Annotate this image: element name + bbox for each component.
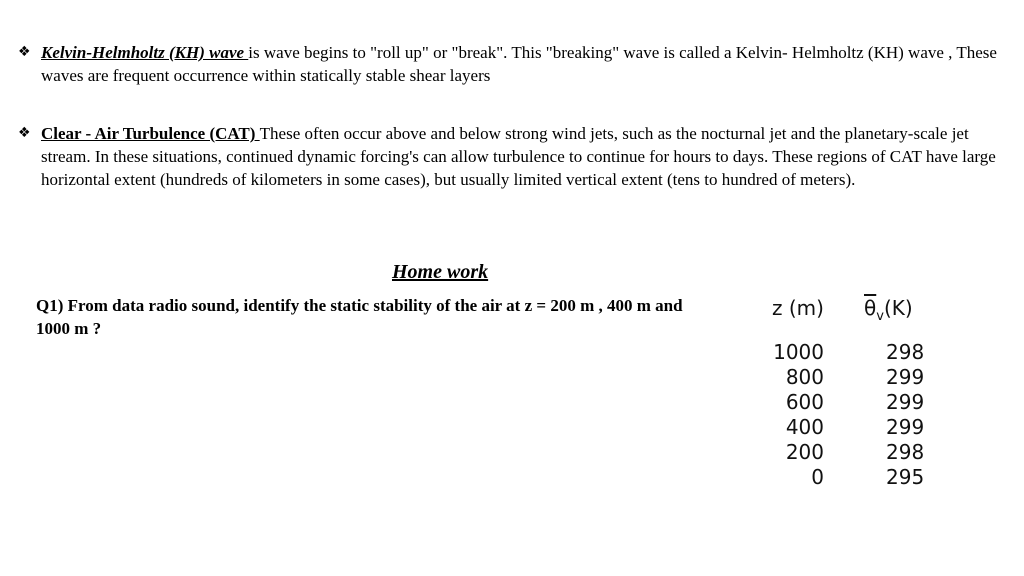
kh-title: Kelvin-Helmholtz (KH) wave <box>41 43 249 62</box>
theta-cell: 298 <box>886 340 925 364</box>
header-theta <box>864 296 913 324</box>
table-row <box>760 340 940 365</box>
table-row <box>760 440 940 465</box>
homework-question: Q1) From data radio sound, identify the static stability of the air at z = 200 m , 400 m and 1000 m ? <box>36 296 683 338</box>
table-row <box>760 415 940 440</box>
theta-cell: 299 <box>886 390 925 414</box>
sounding-table <box>760 296 940 490</box>
height-cell: 400 <box>785 415 824 439</box>
cat-bullet <box>18 122 1003 191</box>
kh-bullet <box>18 41 1003 87</box>
cat-body: These often occur above and below strong wind jets, such as the nocturnal jet and the planetary-scale jet stream. In these situations, continued dynamic forcing's can allow turbulence to continue for hours to days. These regions of CAT have large horizontal extent (hundreds of kilometers in some cases), but usually limited vertical extent (tens to hundred of meters). <box>41 124 996 189</box>
height-cell: 0 <box>811 465 824 489</box>
height-cell: 200 <box>785 440 824 464</box>
cat-paragraph <box>41 122 1003 191</box>
height-cell: 600 <box>785 390 824 414</box>
theta-unit: (K) <box>883 296 913 320</box>
theta-symbol: $\overline{\theta}$ <box>864 296 877 320</box>
table-row <box>760 365 940 390</box>
table-body <box>760 340 940 490</box>
diamond-bullet-icon: ❖ <box>18 44 31 60</box>
theta-cell: 298 <box>886 440 925 464</box>
height-cell: 1000 <box>773 340 824 364</box>
table-row <box>760 390 940 415</box>
cat-title: Clear - Air Turbulence (CAT) <box>41 124 260 143</box>
homework-title: Home work <box>392 261 489 283</box>
theta-cell: 295 <box>886 465 925 489</box>
diamond-bullet-icon: ❖ <box>18 125 31 141</box>
theta-cell: 299 <box>886 365 925 389</box>
table-header <box>760 296 940 340</box>
header-height: z (m) <box>772 296 824 320</box>
theta-subscript: v <box>876 309 884 324</box>
theta-cell: 299 <box>886 415 925 439</box>
kh-body: is wave begins to "roll up" or "break". This "breaking" wave is called a Kelvin- Helmholtz (KH) wave , These waves are frequent occurrence within statically stable shear layers <box>41 43 997 85</box>
height-cell: 800 <box>785 365 824 389</box>
kh-paragraph <box>41 41 1003 87</box>
table-row <box>760 465 940 490</box>
